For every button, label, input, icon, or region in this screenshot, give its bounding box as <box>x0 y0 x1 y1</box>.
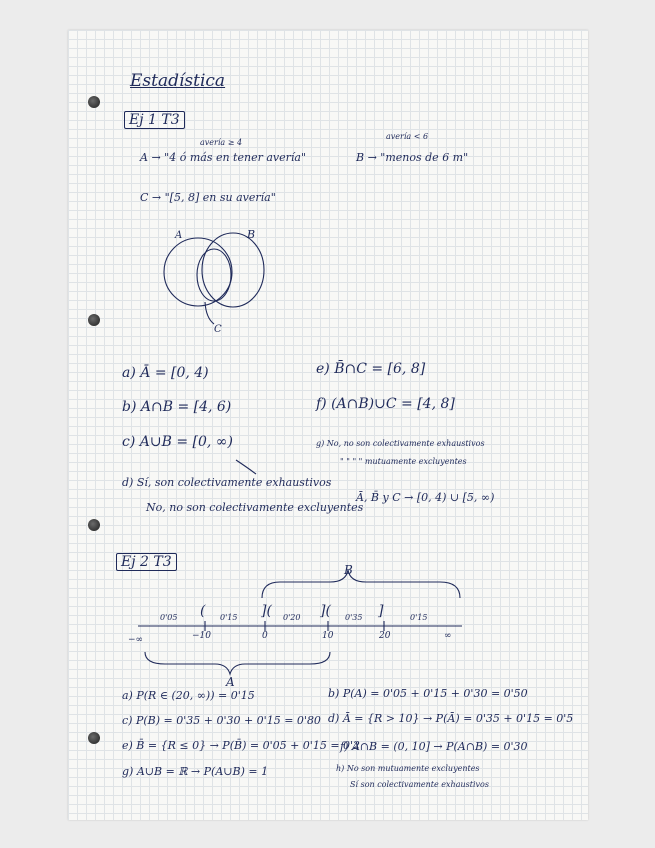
prob-label: 0'15 <box>410 613 428 622</box>
ex1-answer-b: b) A∩B = [4, 6) <box>122 399 232 415</box>
ex1-answer-g: g) No, no son colectivamente exhaustivos <box>316 439 485 448</box>
ex2-answer-c: c) P(B) = 0'35 + 0'30 + 0'15 = 0'80 <box>122 714 321 727</box>
ex2-answer-g: g) A∪B = ℝ → P(A∪B) = 1 <box>122 765 269 778</box>
exercise-1-heading: Ej 1 T3 <box>124 111 185 129</box>
brace-a <box>145 652 330 674</box>
ex1-answer-g2: " " " " mutuamente excluyentes <box>340 457 467 466</box>
tick-label: 0 <box>262 631 268 641</box>
bracket: ( <box>200 603 206 619</box>
venn-label-a: A <box>175 230 183 241</box>
ex2-answer-h2: Sí son colectivamente exhaustivos <box>350 780 489 789</box>
tick-label: 20 <box>379 631 391 641</box>
brace-b-label: B <box>344 563 353 577</box>
note-a: avería ≥ 4 <box>200 138 243 147</box>
ex1-answer-f: f) (A∩B)∪C = [4, 8] <box>316 396 455 412</box>
exercise-2-heading: Ej 2 T3 <box>116 553 177 571</box>
definition-a: A → "4 ó más en tener avería" <box>140 151 307 164</box>
venn-label-b: B <box>247 228 256 241</box>
ex2-answer-b: b) P(A) = 0'05 + 0'15 + 0'30 = 0'50 <box>328 687 528 700</box>
venn-label-c: C <box>214 324 222 335</box>
ex2-answer-d: d) Ā = {R > 10} → P(Ā) = 0'35 + 0'15 = 0'5 <box>328 712 574 725</box>
bracket: ] <box>378 603 384 619</box>
tick-label: 10 <box>322 631 334 641</box>
ex1-answer-d: d) Sí, son colectivamente exhaustivos <box>122 476 332 489</box>
ex1-answer-a: a) Ā = [0, 4) <box>122 365 209 381</box>
tick-label: ∞ <box>444 631 452 641</box>
ex2-answer-f: f) A∩B = (0, 10] → P(A∩B) = 0'30 <box>340 740 528 753</box>
ex2-answer-a: a) P(R ∈ (20, ∞)) = 0'15 <box>122 689 255 702</box>
ex1-answer-e: e) B̄∩C = [6, 8] <box>316 361 426 377</box>
ex1-answer-g3: Ā, B̄ y C → [0, 4) ∪ [5, ∞) <box>356 491 495 504</box>
prob-label: 0'15 <box>220 613 238 622</box>
ex2-answer-e: e) B̄ = {R ≤ 0} → P(B̄) = 0'05 + 0'15 = 0'2 <box>122 739 361 752</box>
ex1-answer-d2: No, no son colectivamente excluyentes <box>146 501 364 514</box>
definition-b: B → "menos de 6 m" <box>356 151 469 164</box>
brace-b <box>262 570 460 598</box>
tick-label: −∞ <box>128 635 144 645</box>
ex2-answer-h: h) No son mutuamente excluyentes <box>336 764 480 773</box>
tick-label: −10 <box>192 631 211 641</box>
brace-a-label: A <box>226 675 235 689</box>
page-title: Estadística <box>130 71 226 91</box>
prob-label: 0'35 <box>345 613 363 622</box>
prob-label: 0'05 <box>160 613 178 622</box>
bracket: ]( <box>261 603 272 619</box>
definition-c: C → "[5, 8] en su avería" <box>140 191 276 204</box>
note-b: avería < 6 <box>386 132 429 141</box>
prob-label: 0'20 <box>283 613 301 622</box>
ex1-answer-c: c) A∪B = [0, ∞) <box>122 434 233 450</box>
bracket: ]( <box>320 603 331 619</box>
